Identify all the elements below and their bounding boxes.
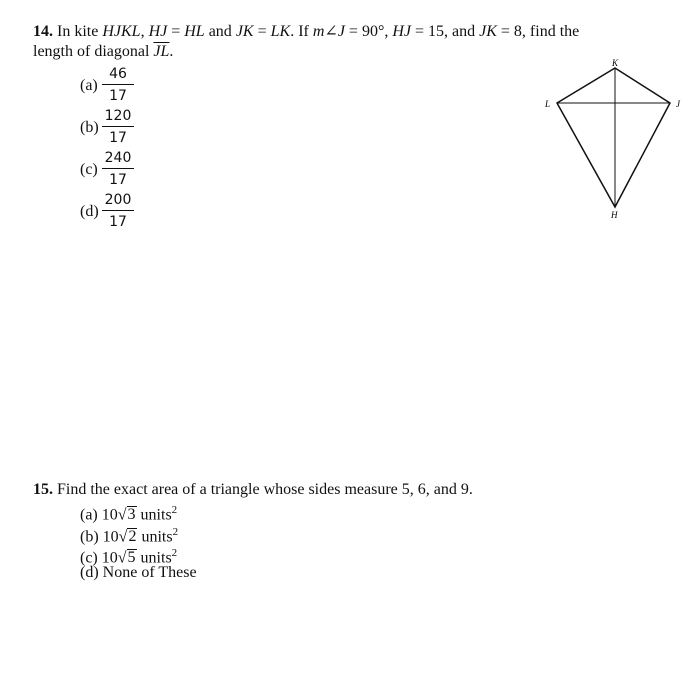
diagonal-jl: $\overline{JL}$	[153, 43, 170, 60]
vertex-l-label: L	[545, 99, 551, 109]
q15-choice-b[interactable]: (b) 10√2 units$^2$	[80, 526, 179, 546]
question-15-stem: 15. Find the exact area of a triangle whose sides measure 5, 6, and 9.	[33, 481, 473, 498]
question-14-number: 14.	[33, 23, 53, 40]
sqrt-sign: √	[117, 506, 127, 524]
question-15-number: 15.	[33, 481, 53, 498]
fraction-bar	[102, 210, 134, 211]
fraction: 120 17	[102, 107, 134, 147]
kite-figure	[530, 55, 690, 225]
fraction-bar	[102, 168, 134, 169]
fraction: 240 17	[102, 149, 134, 189]
vertex-j-label: J	[676, 99, 680, 109]
vertex-k-label: K	[612, 58, 619, 68]
fraction: 46 17	[102, 65, 134, 105]
sqrt-sign: √	[118, 528, 128, 546]
question-14-stem: 14. In kite HJKL, HJ = HL and JK = LK. If m∠J = 90°, HJ = 15, and JK = 8, find the length of diagonal $\overline{JL}$.	[33, 23, 580, 60]
sqrt-sign: √	[117, 549, 127, 567]
q15-choice-a[interactable]: (a) 10√3 units$^2$	[80, 504, 178, 524]
q15-choice-c[interactable]: (c) 10√5 units$^2$	[80, 547, 178, 567]
vertex-h-label: H	[611, 210, 618, 220]
fraction-bar	[102, 84, 134, 85]
q15-choice-d[interactable]: (d) None of These	[80, 564, 197, 581]
fraction-bar	[102, 126, 134, 127]
kite-outline	[557, 68, 670, 207]
fraction: 200 17	[102, 191, 134, 231]
